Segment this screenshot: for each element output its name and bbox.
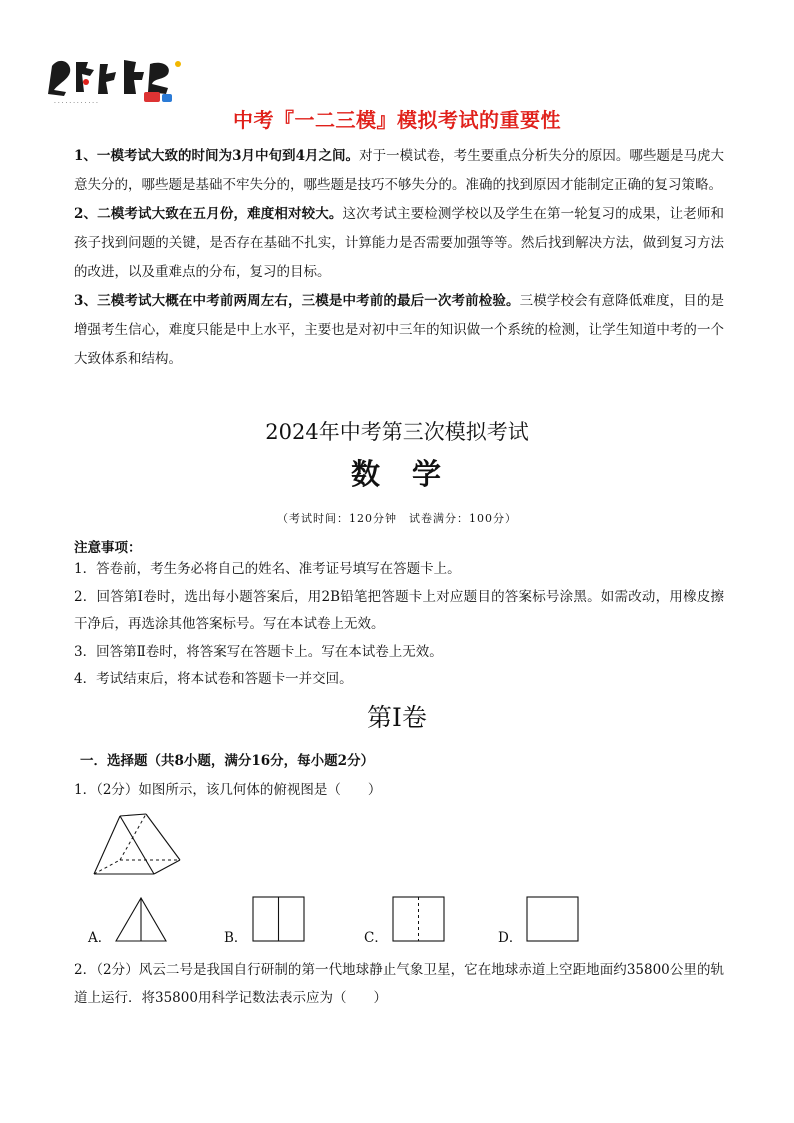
notes-item-2: 2．回答第Ⅰ卷时，选出每小题答案后，用2B铅笔把答题卡上对应题目的答案标号涂黑。如需改动，用橡皮擦干净后，再选涂其他答案标号。写在本试卷上无效。 xyxy=(74,588,724,632)
option-b[interactable] xyxy=(224,896,314,946)
header-title: 中考『一二三模』模拟考试的重要性 xyxy=(233,108,561,132)
intro-paragraph-2-text: 这次考试主要检测学校以及学生在第一轮复习的成果，让老师和孩子找到问题的关键，是否存在基础不扎实，计算能力是否需要加强等等。然后找到解决方法，做到复习方法的改进，以及重难点的分布，复习的目标。 xyxy=(74,206,724,280)
notes-heading: 注意事项： xyxy=(74,540,142,556)
option-c[interactable] xyxy=(364,896,454,946)
option-a-triangle-figure xyxy=(114,896,168,944)
exam-subject-char-1: 数 xyxy=(350,457,382,491)
exam-meta: （考试时间：120分钟 试卷满分：100分） xyxy=(277,512,517,525)
option-d-label: D． xyxy=(498,930,523,946)
intro-paragraph-3-text: 三模学校会有意降低难度，目的是增强考生信心，难度只能是中上水平，主要也是对初中三年的知识做一个系统的检测，让学生知道中考的一个大致体系和结构。 xyxy=(74,293,724,367)
question-2 xyxy=(74,956,724,1012)
brand-logo xyxy=(44,52,194,108)
option-a[interactable] xyxy=(88,896,178,946)
option-b-rect-solid-figure xyxy=(252,896,306,944)
notes-item-1: 1．答卷前，考生务必将自己的姓名、准考证号填写在答题卡上。 xyxy=(74,561,461,577)
intro-paragraph-3 xyxy=(74,287,724,374)
volume-title: 第Ⅰ卷 xyxy=(367,703,427,732)
prism-figure xyxy=(92,812,184,882)
section-heading: 一．选择题（共8小题，满分16分，每小题2分） xyxy=(80,753,375,769)
option-c-label: C． xyxy=(364,930,388,946)
option-a-label: A． xyxy=(88,930,112,946)
intro-paragraph-2-bold: 2、二模考试大致在五月份，难度相对较大。 xyxy=(74,206,343,222)
option-b-label: B． xyxy=(224,930,248,946)
intro-paragraph-3-bold: 3、三模考试大概在中考前两周左右，三模是中考前的最后一次考前检验。 xyxy=(74,293,520,309)
option-d[interactable] xyxy=(498,896,588,946)
intro-section xyxy=(74,142,724,374)
exam-subject-char-2: 学 xyxy=(412,457,444,491)
notes-item-3: 3．回答第Ⅱ卷时，将答案写在答题卡上。写在本试卷上无效。 xyxy=(74,643,443,660)
question-1-text: 1．（2分）如图所示，该几何体的俯视图是（ ） xyxy=(74,782,382,798)
option-c-rect-dashed-figure xyxy=(392,896,446,944)
option-d-rect-figure xyxy=(526,896,580,944)
intro-paragraph-1 xyxy=(74,142,724,200)
intro-paragraph-1-bold: 1、一模考试大致的时间为3月中旬到4月之间。 xyxy=(74,148,360,164)
notes-section xyxy=(74,536,724,694)
intro-paragraph-1-text: 对于一模试卷，考生要重点分析失分的原因。哪些题是马虎大意失分的，哪些题是基础不牢失分的，哪些题是技巧不够失分的。准确的找到原因才能制定正确的复习策略。 xyxy=(74,148,725,193)
notes-item-4: 4．考试结束后，将本试卷和答题卡一并交回。 xyxy=(74,671,353,687)
exam-subject xyxy=(0,452,794,493)
question-2-text: 2．（2分）风云二号是我国自行研制的第一代地球静止气象卫星，它在地球赤道上空距地面约35800公里的轨道上运行．将35800用科学记数法表示应为（ ） xyxy=(74,962,724,1006)
intro-paragraph-2 xyxy=(74,200,724,287)
exam-title: 2024年中考第三次模拟考试 xyxy=(265,420,529,444)
svg-text:· · · · · · · · · · · ·: · · · · · · · · · · · · xyxy=(54,100,98,107)
